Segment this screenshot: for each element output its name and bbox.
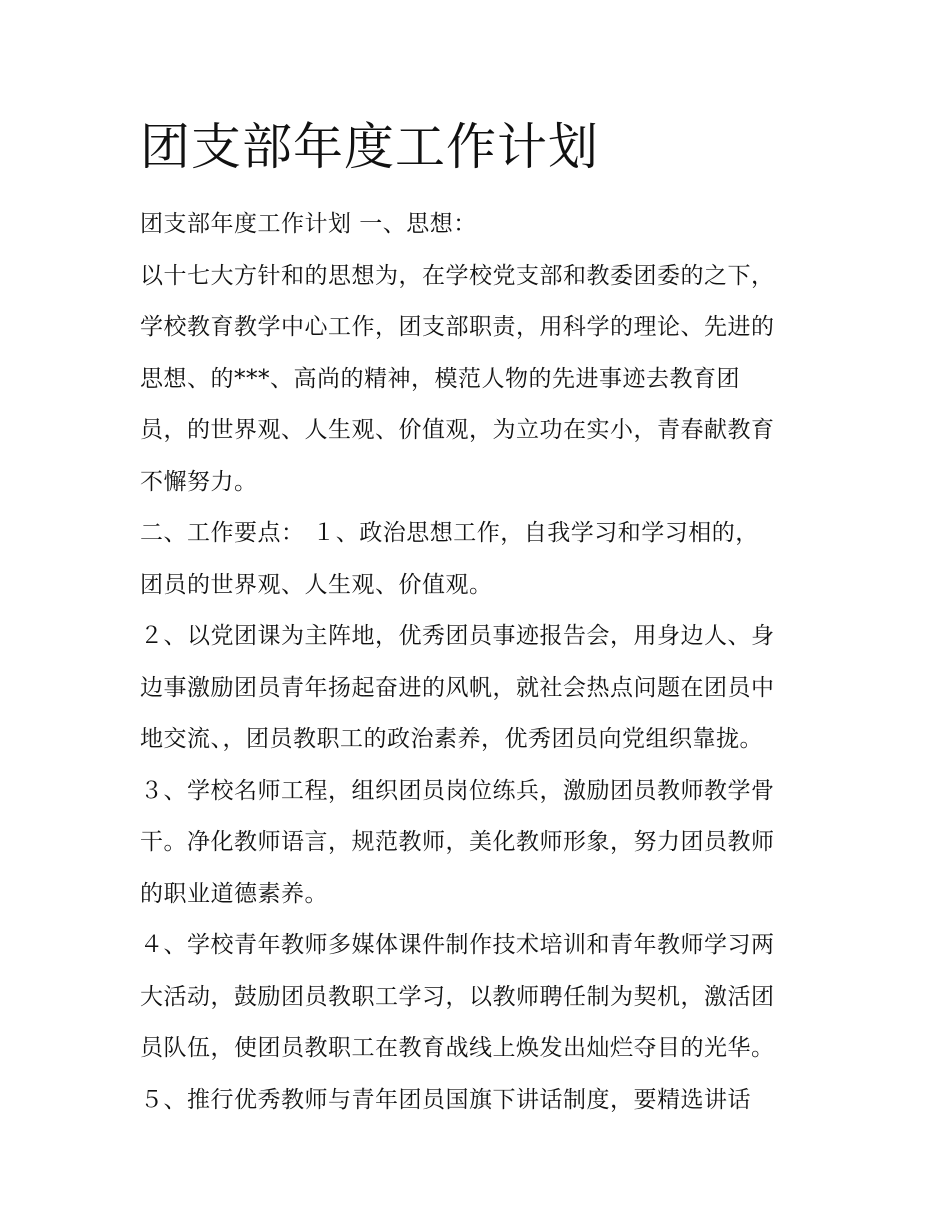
- body-line: 以十七大方针和的思想为，在学校党支部和教委团委的之下，: [140, 262, 775, 289]
- body-line: 思想、的***、高尚的精神，模范人物的先进事迹去教育团: [140, 365, 740, 392]
- body-line: 员，的世界观、人生观、价值观，为立功在实小，青春献教育: [140, 417, 775, 443]
- body-line: 大活动，鼓励团员教职工学习，以教师聘任制为契机，激活团: [140, 983, 775, 1010]
- body-line: 二、工作要点： １、政治思想工作，自我学习和学习相的，: [140, 520, 759, 546]
- body-line: ３、学校名师工程，组织团员岗位练兵，激励团员教师教学骨: [140, 777, 775, 804]
- body-line: ４、学校青年教师多媒体课件制作技术培训和青年教师学习两: [140, 932, 775, 958]
- body-line: 不懈努力。: [140, 468, 258, 495]
- document-body: [140, 199, 830, 1126]
- body-line: 员队伍，使团员教职工在教育战线上焕发出灿烂夺目的光华。: [140, 1035, 775, 1061]
- body-line: 干。净化教师语言，规范教师，美化教师形象，努力团员教师: [140, 829, 775, 855]
- body-line: 学校教育教学中心工作，团支部职责，用科学的理论、先进的: [140, 314, 775, 340]
- body-line: 团支部年度工作计划 一、思想：: [140, 211, 477, 237]
- body-line: ２、以党团课为主阵地，优秀团员事迹报告会，用身边人、身: [140, 623, 775, 649]
- document-title: 团支部年度工作计划: [140, 118, 599, 176]
- body-line: 的职业道德素养。: [140, 880, 328, 907]
- body-line: ５、推行优秀教师与青年团员国旗下讲话制度，要精选讲话: [140, 1086, 751, 1113]
- body-line: 地交流、，团员教职工的政治素养，优秀团员向党组织靠拢。: [140, 726, 763, 752]
- body-line: 边事激励团员青年扬起奋进的风帆，就社会热点问题在团员中: [140, 674, 775, 701]
- body-line: 团员的世界观、人生观、价值观。: [140, 571, 493, 598]
